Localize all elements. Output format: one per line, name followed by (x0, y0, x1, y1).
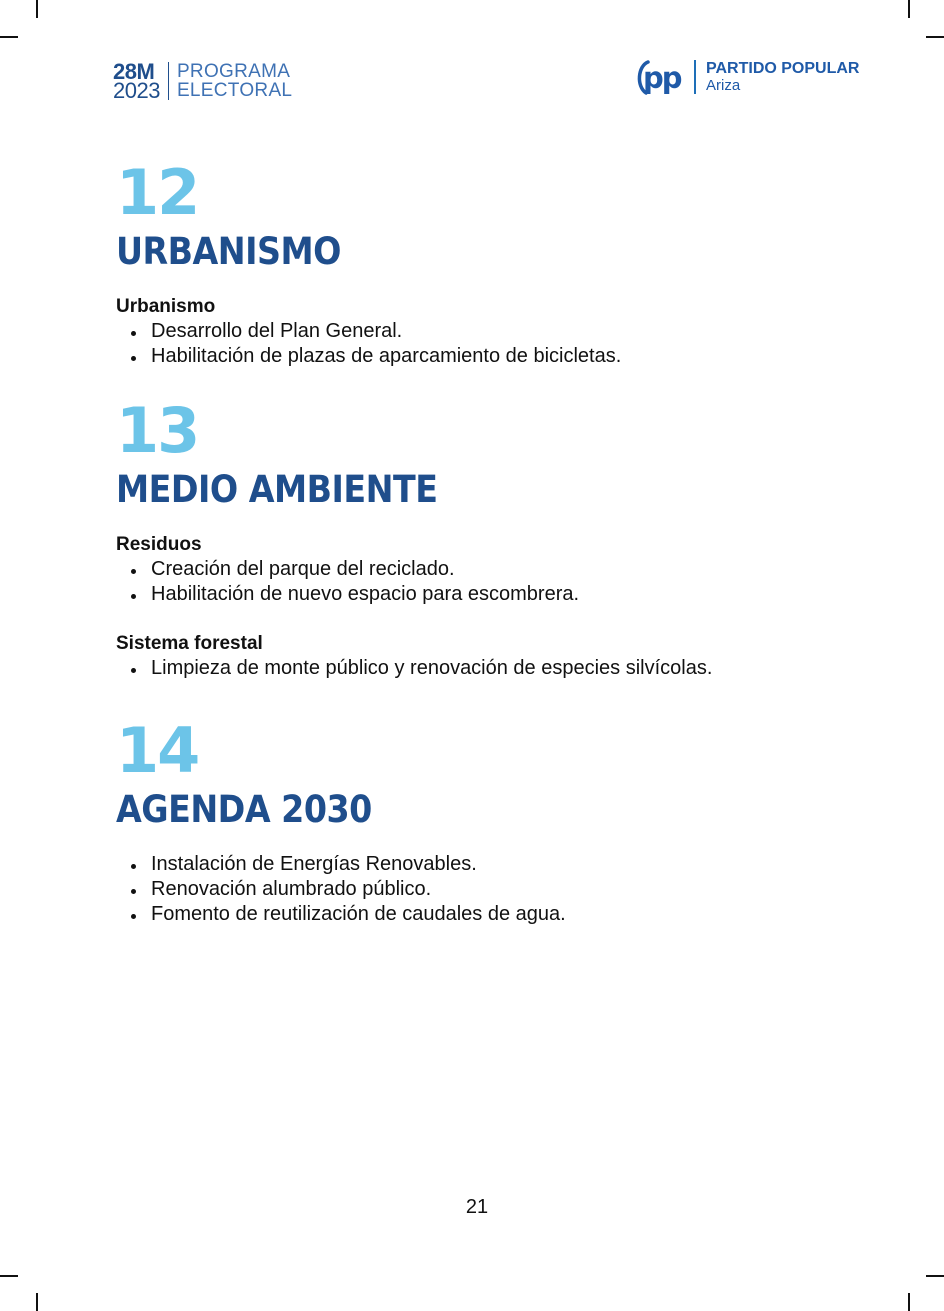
section-number: 14 (116, 714, 199, 787)
section-medio-ambiente (116, 394, 876, 681)
party-divider (694, 60, 696, 94)
group-subtitle: Sistema forestal (116, 633, 263, 654)
list-item: Habilitación de plazas de aparcamiento de bicicletas. (116, 344, 876, 369)
party-header (634, 58, 859, 96)
crop-mark-top-right-h (926, 36, 944, 38)
list-item: Desarrollo del Plan General. (116, 319, 876, 344)
list-item: Fomento de reutilización de caudales de agua. (116, 902, 876, 927)
pp-logo-letters: pp (643, 61, 681, 95)
list-item: Limpieza de monte público y renovación de especies silvícolas. (116, 656, 876, 681)
list-item: Habilitación de nuevo espacio para escombrera. (116, 582, 876, 607)
pp-logo-icon (634, 58, 684, 96)
list-item: Creación del parque del reciclado. (116, 557, 876, 582)
section-title: AGENDA 2030 (116, 788, 372, 831)
header-divider (168, 62, 169, 100)
crop-mark-bottom-left (36, 1293, 38, 1311)
section-title: MEDIO AMBIENTE (116, 468, 438, 511)
crop-mark-top-right (908, 0, 910, 18)
section-agenda-2030 (116, 714, 876, 927)
crop-mark-top-left-h (0, 36, 18, 38)
party-name: PARTIDO POPULAR (706, 60, 860, 77)
bullet-list (116, 656, 876, 681)
section-urbanismo (116, 156, 876, 369)
page-number: 21 (465, 1196, 489, 1218)
program-label-line2: ELECTORAL (176, 80, 293, 101)
program-header (113, 59, 293, 103)
section-number: 12 (116, 156, 199, 229)
bullet-list (116, 557, 876, 607)
election-date-line1: 28M (113, 59, 155, 84)
list-item: Renovación alumbrado público. (116, 877, 876, 902)
town-name: Ariza (706, 77, 741, 94)
crop-mark-bottom-right (908, 1293, 910, 1311)
election-date (113, 59, 160, 103)
program-label-line1: PROGRAMA (176, 61, 291, 82)
crop-mark-bottom-left-h (0, 1275, 18, 1277)
section-title: URBANISMO (116, 230, 341, 273)
group-subtitle: Urbanismo (116, 296, 216, 317)
section-number: 13 (116, 394, 199, 467)
crop-mark-top-left (36, 0, 38, 18)
program-label (177, 62, 292, 100)
bullet-list (116, 852, 876, 927)
group-subtitle: Residuos (116, 534, 202, 555)
crop-mark-bottom-right-h (926, 1275, 944, 1277)
election-date-line2: 2023 (113, 78, 160, 103)
list-item: Instalación de Energías Renovables. (116, 852, 876, 877)
bullet-list (116, 319, 876, 369)
